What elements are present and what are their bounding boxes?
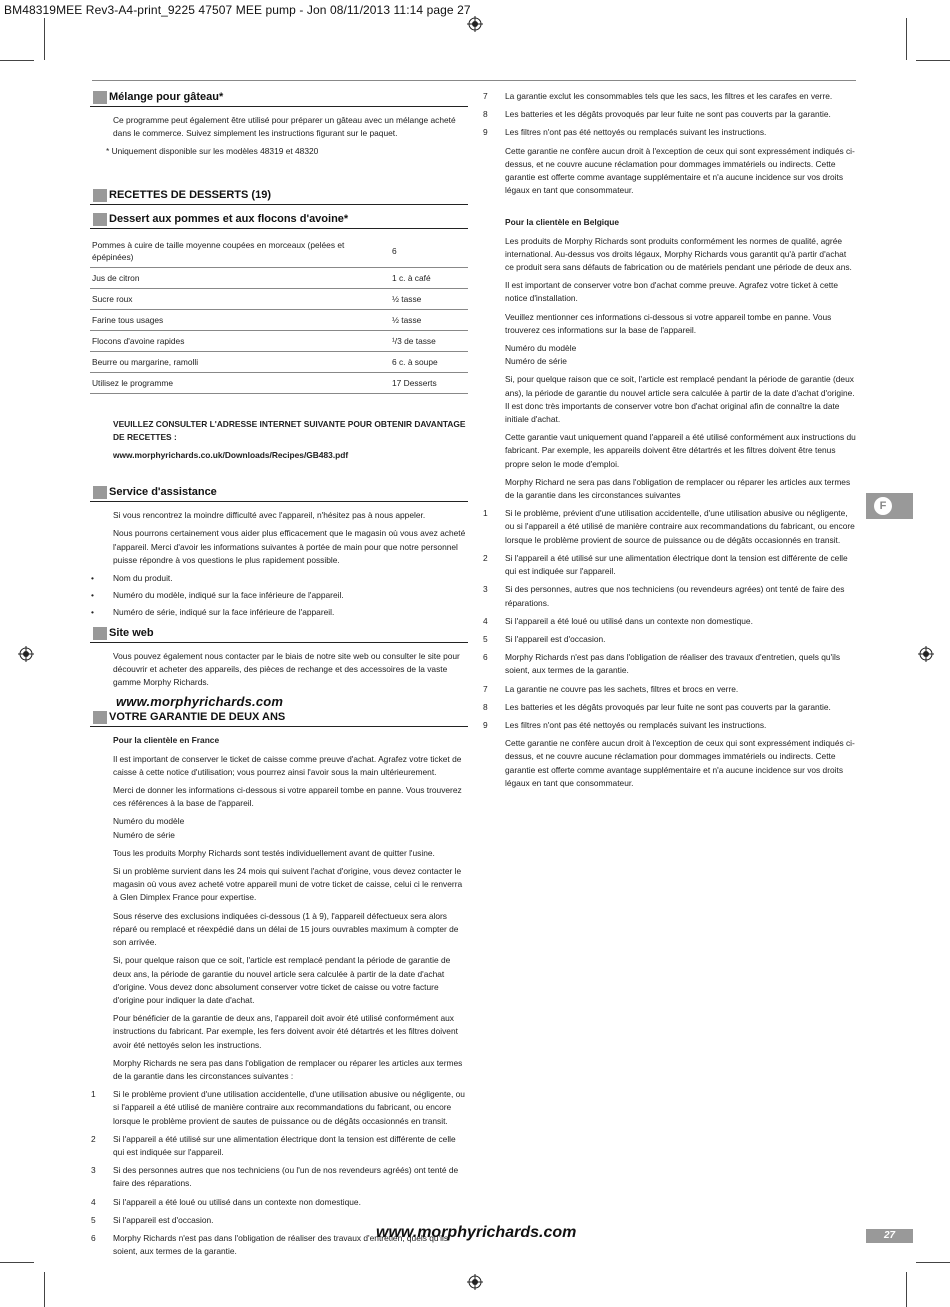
numbered-item [483, 651, 856, 677]
item-number: 1 [483, 508, 488, 519]
subheading-belgique: Pour la clientèle en Belgique [505, 217, 620, 228]
item-text: Si l'appareil est d'occasion. [505, 633, 606, 644]
language-tab-letter: F [874, 497, 892, 515]
item-text: Les batteries et les dégâts provoqués par leur fuite ne sont pas couverts par la garantie. [505, 701, 831, 712]
list-item: • Nom du produit. [113, 572, 468, 585]
right-column [482, 90, 856, 795]
numbered-item [483, 108, 856, 121]
paragraph: Nous pourrons certainement vous aider plus efficacement que le magasin où vous avez acheté l'appareil. Merci d'avoir les informations suivantes à portée de main pour que notre personnel puisse répondre à vos questions le plus rapidement possible. [113, 528, 466, 565]
paragraph: Veuillez mentionner ces informations ci-dessous si votre appareil tombe en panne. Vous trouverez ces informations sur la base de l'appareil. [505, 311, 832, 335]
item-number: 4 [483, 615, 488, 626]
table-row [90, 267, 468, 288]
section-heading-garantie: VOTRE GARANTIE DE DEUX ANS [90, 710, 468, 727]
item-number: 3 [91, 1165, 96, 1176]
numbered-item [91, 1133, 468, 1159]
item-text: Si l'appareil a été utilisé sur une alimentation électrique dont la tension est différente de celle qui est indiquée sur l'appareil. [113, 1133, 456, 1157]
list-item: • Numéro de série, indiqué sur la face inférieure de l'appareil. [113, 606, 468, 619]
item-text: Si l'appareil est d'occasion. [113, 1214, 214, 1225]
ingredient-name: Beurre ou margarine, ramolli [90, 351, 390, 372]
item-number: 6 [483, 652, 488, 663]
item-text: Si l'appareil a été utilisé sur une alimentation électrique dont la tension est différente de celle qui est indiquée sur l'appareil. [505, 552, 848, 577]
list-item: • Numéro du modèle, indiqué sur la face inférieure de l'appareil. [113, 589, 468, 602]
paragraph: Il est important de conserver votre bon d'achat comme preuve. Agrafez votre ticket à cette notice d'installation. [505, 280, 839, 304]
ingredient-quantity: ¹/3 de tasse [390, 330, 468, 351]
numbered-item [483, 683, 856, 696]
numbered-item [483, 583, 856, 609]
language-tab [866, 493, 913, 519]
item-number: 7 [483, 91, 488, 101]
item-text: Si des personnes autres que nos techniciens (ou l'un de nos revendeurs agréés) ont tenté de faire des réparations. [113, 1165, 459, 1189]
item-number: 9 [483, 719, 488, 730]
paragraph: Ce programme peut également être utilisé pour préparer un gâteau avec un mélange acheté dans le commerce. Suivez simplement les instructions figurant sur le paquet. [113, 115, 456, 139]
numbered-item [483, 507, 856, 547]
paragraph: Si un problème survient dans les 24 mois qui suivent l'achat d'origine, vous devez contacter le magasin où vous avez acheté votre appareil muni de votre ticket de caisse, celui ci le renverra à Glen Dimplex France pour expertise. [113, 866, 463, 903]
ingredient-quantity: 1 c. à café [390, 267, 468, 288]
item-number: 6 [91, 1232, 96, 1243]
left-column [90, 90, 468, 1263]
item-number: 5 [483, 633, 488, 644]
section-heading-service: Service d'assistance [90, 485, 468, 502]
paragraph: Morphy Richard ne sera pas dans l'obligation de remplacer ou réparer les articles aux termes de la garantie dans les circonstances suivantes [505, 476, 851, 501]
item-text: Les filtres n'ont pas été nettoyés ou remplacés suivant les instructions. [505, 719, 767, 730]
numbered-item [483, 719, 856, 732]
registration-mark-icon [918, 646, 934, 662]
paragraph: Tous les produits Morphy Richards sont testés individuellement avant de quitter l'usine. [113, 847, 435, 858]
ingredient-quantity: 6 [390, 235, 468, 268]
ingredient-name: Pommes à cuire de taille moyenne coupées en morceaux (pelées et épépinées) [90, 235, 390, 268]
table-row [90, 309, 468, 330]
item-number: 9 [483, 127, 488, 138]
item-number: 7 [483, 683, 488, 694]
table-row [90, 235, 468, 268]
crop-mark [0, 60, 34, 61]
item-text: Les batteries et les dégâts provoqués par leur fuite ne sont pas couverts par la garantie. [505, 109, 831, 120]
item-text: Si des personnes, autres que nos techniciens (ou revendeurs agrées) ont tenté de faire des réparations. [505, 584, 845, 608]
ingredient-name: Jus de citron [90, 267, 390, 288]
paragraph: Si vous rencontrez la moindre difficulté avec l'appareil, n'hésitez pas à nous appeler. [113, 510, 426, 521]
table-row [90, 288, 468, 309]
header-rule [92, 80, 856, 81]
ingredient-name: Flocons d'avoine rapides [90, 330, 390, 351]
section-heading-site: Site web [90, 626, 468, 643]
paragraph: Merci de donner les informations ci-dessous si votre appareil tombe en panne. Vous trouverez ces références à la base de l'appareil. [113, 785, 462, 809]
item-number: 4 [91, 1196, 96, 1207]
paragraph: Il est important de conserver le ticket de caisse comme preuve d'achat. Agrafez votre ticket de caisse à cette notice d'utilisation; vous pourrez ainsi l'avoir sous la main ultérieurement. [113, 753, 462, 777]
registration-mark-icon [467, 16, 483, 32]
ingredient-name: Sucre roux [90, 288, 390, 309]
ingredient-quantity: ½ tasse [390, 309, 468, 330]
ingredient-name: Utilisez le programme [90, 372, 390, 393]
numbered-item [483, 633, 856, 646]
crop-mark [44, 1272, 45, 1307]
paragraph: Vous pouvez également nous contacter par le biais de notre site web ou consulter le site pour découvrir et acheter des appareils, des pièces de rechange et des accessoires de la vaste gamme Morphy Richards. [113, 650, 460, 688]
paragraph: Pour bénéficier de la garantie de deux ans, l'appareil doit avoir été utilisé conformément aux instructions du fabricant. Par exemple, les fers doivent avoir été détartrés et les filtres doivent avoir été nettoyés selon les instructions. [113, 1013, 458, 1050]
section-heading-melange: Mélange pour gâteau* [90, 90, 468, 107]
item-text: Morphy Richards n'est pas dans l'obligation de réaliser des travaux d'entretien, quels qu'ils soient, aux termes de la garantie. [113, 1232, 449, 1257]
item-number: 3 [483, 584, 488, 595]
table-row [90, 351, 468, 372]
item-text: Les filtres n'ont pas été nettoyés ou remplacés suivant les instructions. [505, 127, 767, 138]
registration-mark-icon [18, 646, 34, 662]
item-text: Si l'appareil a été loué ou utilisé dans un contexte non domestique. [113, 1196, 361, 1207]
numbered-item [91, 1088, 468, 1128]
paragraph: Cette garantie ne confère aucun droit à l'exception de ceux qui sont expressément indiqués ci-dessus, et ne couvre aucune réclamation pour dommages immatériels ou indirects. Cette garantie est offerte comme avantage supplémentaire et n'a aucune incidence sur vos droits légaux en tant que consommateur. [505, 145, 855, 196]
item-text: Si le problème provient d'une utilisation accidentelle, d'une utilisation abusive ou négligente, ou si l'appareil a été utilisé de manière contraire aux recommandations du fabricant, ou encore lorsque le problème provient de sautes de puissance ou de dégâts occasionnés en transit. [113, 1089, 465, 1126]
crop-mark [916, 60, 950, 61]
item-number: 5 [91, 1214, 96, 1225]
section-heading-dessert: Dessert aux pommes et aux flocons d'avoine* [90, 212, 468, 229]
ingredient-quantity: 17 Desserts [390, 372, 468, 393]
item-number: 1 [91, 1089, 96, 1100]
paragraph: Morphy Richards ne sera pas dans l'obligation de remplacer ou réparer les articles aux termes de la garantie dans les circonstances suivantes : [113, 1057, 463, 1081]
website-logo[interactable]: www.morphyrichards.com [116, 694, 284, 710]
table-row [90, 330, 468, 351]
item-text: La garantie ne couvre pas les sachets, filtres et brocs en verre. [505, 683, 739, 694]
numbered-item [483, 90, 856, 103]
numbered-item [483, 615, 856, 628]
ingredient-quantity: 6 c. à soupe [390, 351, 468, 372]
numbered-item [483, 701, 856, 714]
ingredient-name: Farine tous usages [90, 309, 390, 330]
crop-mark [906, 1272, 907, 1307]
crop-mark [0, 1262, 34, 1263]
registration-mark-icon [467, 1274, 483, 1290]
ingredient-quantity: ½ tasse [390, 288, 468, 309]
numbered-item [483, 552, 856, 578]
section-heading-recettes: RECETTES DE DESSERTS (19) [90, 188, 468, 205]
page-number: 27 [866, 1229, 913, 1243]
paragraph: Les produits de Morphy Richards sont produits conformément les normes de qualité, agrée international. Au-dessus vos droits légaux, Morphy Richards vous garantit qu'à partir d'achat ce produit sera sans défauts de fabrication ou de matériels pendant une période de deux ans. [505, 235, 852, 273]
paragraph: Si, pour quelque raison que ce soit, l'article est remplacé pendant la période de garantie de deux ans, la période de garantie du nouvel article sera calculée à partir de la date d'achat d'origine. Vous devez donc absolument conserver votre ticket de caisse ou votre facture d'origine pour indiquer la date d'achat. [113, 955, 451, 1005]
recipes-url[interactable]: www.morphyrichards.co.uk/Downloads/Recipes/GB483.pdf [113, 450, 349, 461]
item-number: 8 [483, 109, 488, 120]
print-slug: BM48319MEE Rev3-A4-print_9225 47507 MEE pump - Jon 08/11/2013 11:14 page 27 [4, 3, 471, 17]
paragraph: Si, pour quelque raison que ce soit, l'article est remplacé pendant la période de garantie (deux ans), la période de garantie du nouvel article sera calculée à partir de la date d'achat d'origine. Il est donc très importants de conserver votre bon d'achat original afin de connaître la date initiale d'achat. [505, 374, 855, 425]
footer-website-logo[interactable]: www.morphyrichards.com [376, 1224, 577, 1241]
ingredients-table [90, 235, 468, 394]
table-row [90, 372, 468, 393]
numbered-item [91, 1196, 468, 1209]
model-number-label: Numéro du modèle [113, 816, 185, 827]
paragraph: Sous réserve des exclusions indiquées ci-dessous (1 à 9), l'appareil défectueux sera alors réparé ou remplacé et réexpédié dans un délai de 15 jours ouvrables maximum à compter de son arrivée. [113, 910, 459, 948]
item-number: 2 [91, 1133, 96, 1144]
numbered-item [91, 1164, 468, 1190]
item-text: Si le problème, prévient d'une utilisation accidentelle, d'une utilisation abusive ou négligente, ou si l'appareil a été utilisé de manière contraire aux recommandations du fabricant, ou encore lorsque le problème provient de source de puissance ou de dégâts occasionnés en transit. [505, 508, 855, 545]
item-text: Si l'appareil a été loué ou utilisé dans un contexte non domestique. [505, 615, 753, 626]
numbered-item [483, 126, 856, 139]
item-number: 2 [483, 552, 488, 563]
crop-mark [916, 1262, 950, 1263]
item-number: 8 [483, 701, 488, 712]
subheading-france: Pour la clientèle en France [113, 735, 220, 746]
paragraph: Cette garantie vaut uniquement quand l'appareil a été utilisé conformément aux instructions du fabricant. Par exemple, les appareils doivent être détartrés et les filtres doivent être tenus propre selon le mode d'emploi. [505, 432, 856, 469]
item-text: Morphy Richards n'est pas dans l'obligation de réaliser des travaux d'entretien, quels qu'ils soient, aux termes de la garantie. [505, 652, 841, 676]
crop-mark [44, 18, 45, 60]
footnote: * Uniquement disponible sur les modèles 48319 et 48320 [106, 146, 319, 157]
recipes-notice: VEUILLEZ CONSULTER L'ADRESSE INTERNET SUIVANTE POUR OBTENIR DAVANTAGE DE RECETTES : [113, 418, 466, 442]
serial-number-label: Numéro de série [113, 829, 175, 840]
serial-number-label: Numéro de série [505, 356, 567, 367]
model-number-label: Numéro du modèle [505, 343, 577, 354]
paragraph: Cette garantie ne confère aucun droit à l'exception de ceux qui sont expressément indiqués ci-dessus, et ne couvre aucune réclamation pour dommages immatériels ou indirects. Cette garantie est offerte comme avantage supplémentaire et n'a aucune incidence sur vos droits légaux en tant que consommateur. [505, 738, 855, 788]
crop-mark [906, 18, 907, 60]
item-text: La garantie exclut les consommables tels que les sacs, les filtres et les carafes en verre. [505, 91, 833, 101]
